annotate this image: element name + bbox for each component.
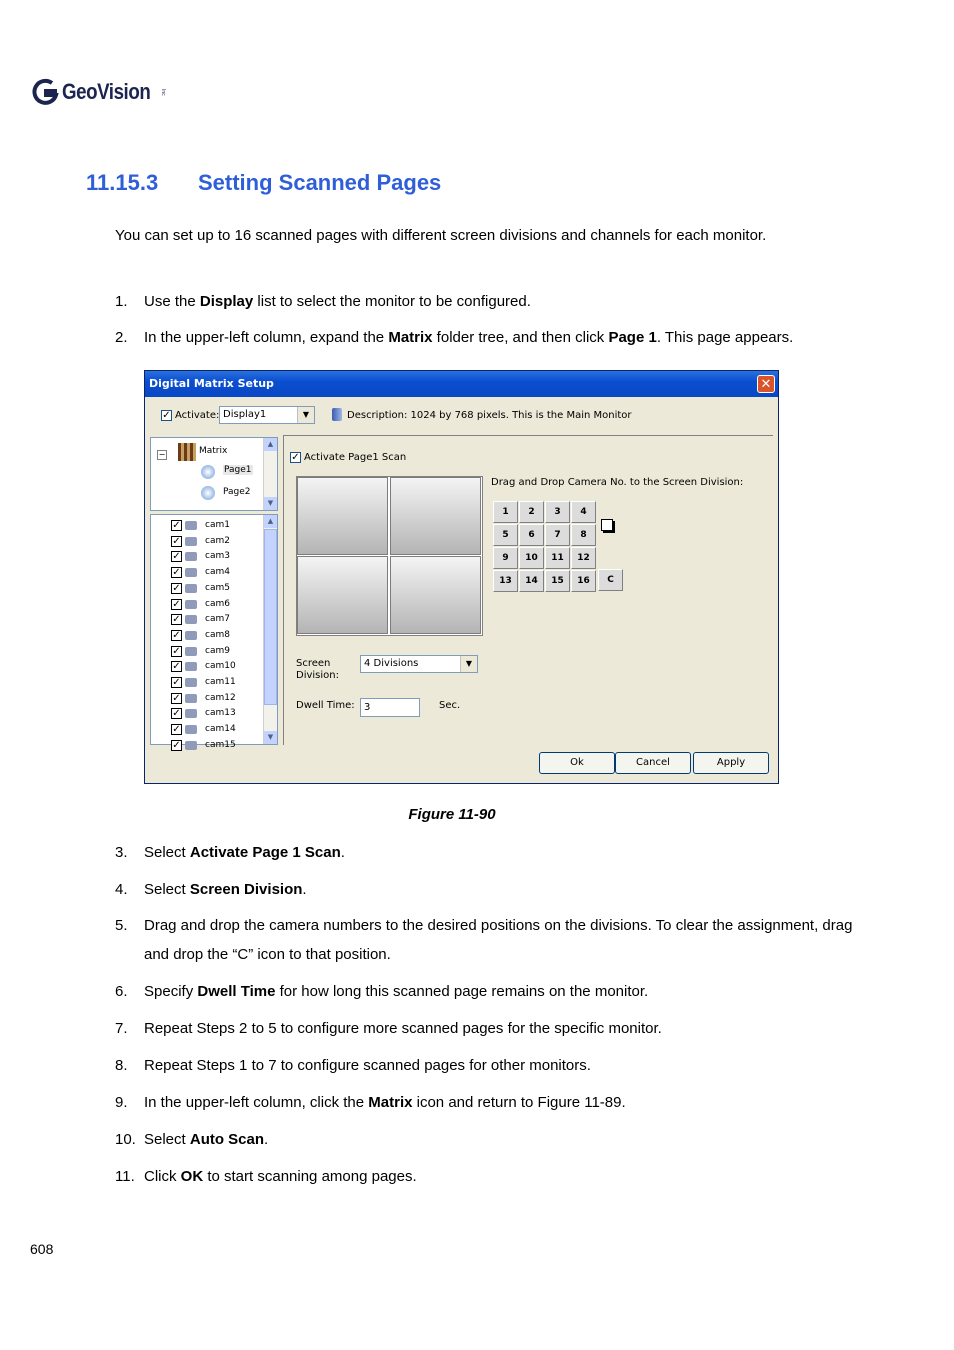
figure-caption: Figure 11-90: [408, 806, 496, 823]
camera-icon: [185, 678, 197, 687]
camera-checkbox[interactable]: ✓: [172, 661, 181, 673]
drag-drop-label: Drag and Drop Camera No. to the Screen Division:: [491, 477, 744, 488]
camera-icon: [185, 647, 197, 656]
intro-paragraph: You can set up to 16 scanned pages with different screen divisions and channels for each monitor.: [115, 227, 767, 244]
step-emphasis: Display: [199, 293, 254, 310]
camera-name: cam6: [205, 598, 230, 609]
camera-number-button[interactable]: 10: [519, 547, 544, 569]
camera-checkbox[interactable]: ✓: [172, 520, 181, 531]
section-title: [86, 170, 441, 196]
camera-checkbox[interactable]: ✓: [172, 739, 181, 751]
dialog-title: Digital Matrix Setup: [149, 377, 274, 390]
ok-button[interactable]: Ok: [539, 752, 615, 774]
step-number: 7.: [115, 1020, 128, 1037]
description-text: Description: 1024 by 768 pixels. This is the Main Monitor: [347, 410, 632, 421]
step-emphasis: Matrix: [388, 329, 433, 346]
step-text-run: Select: [144, 844, 190, 861]
camera-number-button[interactable]: 2: [519, 501, 544, 523]
dwell-unit: Sec.: [439, 700, 461, 711]
scroll-up-icon[interactable]: ▲: [264, 515, 277, 528]
digital-matrix-setup-dialog: [144, 370, 779, 784]
step-text-run: to start scanning among pages.: [203, 1168, 417, 1185]
step-text: [144, 1088, 854, 1117]
step-emphasis: Dwell Time: [197, 983, 276, 1000]
camera-name: cam14: [205, 724, 236, 735]
geovision-logo-mark-icon: [30, 77, 60, 107]
camera-icon: [185, 725, 197, 734]
page-icon: [201, 486, 215, 500]
camera-list-scrollbar[interactable]: [263, 515, 277, 744]
camera-number-button[interactable]: 11: [545, 547, 570, 569]
camera-name: cam8: [205, 629, 230, 640]
division-cell[interactable]: [390, 477, 481, 555]
apply-button[interactable]: Apply: [693, 752, 769, 774]
clear-button[interactable]: C: [598, 569, 623, 591]
cancel-button[interactable]: Cancel: [615, 752, 691, 774]
step-emphasis: Screen Division: [189, 881, 303, 898]
step-emphasis: Auto Scan: [189, 1131, 265, 1148]
camera-icon: [185, 600, 197, 609]
step-text-run: Drag and drop the camera numbers to the desired positions on the divisions. To clear the assignment, drag and drop the “C” icon to that position.: [144, 917, 853, 963]
step-number: 10.: [115, 1131, 136, 1148]
screen-division-label-1: Screen: [296, 658, 331, 669]
camera-checkbox[interactable]: ✓: [172, 692, 181, 704]
step-number: 1.: [115, 293, 128, 310]
scroll-up-icon[interactable]: ▲: [264, 438, 277, 451]
geovision-logo: [30, 74, 166, 110]
camera-name: cam15: [205, 739, 236, 750]
step-emphasis: OK: [180, 1168, 204, 1185]
tree-page-1[interactable]: Page1: [224, 465, 252, 475]
dialog-title-bar: [145, 371, 778, 397]
monitor-icon: [332, 408, 342, 421]
dwell-time-input[interactable]: [360, 698, 420, 717]
step-number: 11.: [115, 1168, 135, 1185]
camera-number-button[interactable]: 5: [493, 524, 518, 546]
camera-icon: [185, 521, 197, 530]
step-text-run: Select: [144, 1131, 190, 1148]
step-text: [144, 875, 854, 904]
camera-name: cam13: [205, 708, 236, 719]
matrix-icon[interactable]: [178, 443, 196, 461]
camera-icon: [185, 709, 197, 718]
camera-icon: [185, 694, 197, 703]
camera-number-button[interactable]: 1: [493, 501, 518, 523]
tree-page-2[interactable]: Page2: [223, 487, 251, 497]
step-text-run: Click: [144, 1168, 181, 1185]
step-text-run: folder tree, and then click: [432, 329, 609, 346]
step-emphasis: Page 1: [608, 329, 657, 346]
step-number: 6.: [115, 983, 128, 1000]
step-number: 5.: [115, 917, 128, 934]
close-icon[interactable]: ✕: [757, 375, 775, 393]
camera-name: cam9: [205, 645, 230, 656]
camera-icon: [185, 552, 197, 561]
camera-name: cam3: [205, 551, 230, 562]
step-emphasis: Matrix: [368, 1094, 413, 1111]
camera-checkbox[interactable]: ✓: [172, 677, 181, 688]
scroll-thumb[interactable]: [264, 529, 277, 705]
camera-name: cam11: [205, 677, 236, 687]
camera-name: cam2: [205, 535, 230, 546]
camera-number-button[interactable]: 9: [493, 547, 518, 569]
tree-root-label[interactable]: Matrix: [199, 446, 228, 456]
camera-checkbox[interactable]: ✓: [172, 551, 181, 563]
division-cell[interactable]: [297, 556, 388, 634]
step-text: [144, 911, 854, 969]
camera-number-button[interactable]: 8: [571, 524, 596, 546]
camera-name: cam1: [205, 520, 230, 530]
step-number: 2.: [115, 329, 128, 346]
camera-list: [150, 514, 278, 751]
step-text: [144, 1125, 854, 1154]
step-text: [144, 1014, 854, 1043]
logo-tm: Inc: [159, 88, 166, 96]
step-number: 9.: [115, 1094, 128, 1111]
step-text-run: Repeat Steps 1 to 7 to configure scanned pages for other monitors.: [144, 1057, 591, 1074]
activate-scan-checkbox[interactable]: ✓: [291, 452, 300, 463]
screen-division-value: 4 Divisions: [364, 658, 419, 669]
step-text: [144, 287, 854, 316]
camera-number-button[interactable]: 16: [571, 570, 596, 592]
camera-number-button[interactable]: 3: [545, 501, 570, 523]
logo-text: GeoVision: [62, 79, 151, 104]
step-text-run: . This page appears.: [656, 329, 794, 346]
camera-icon: [185, 631, 197, 640]
camera-name: cam7: [205, 614, 230, 625]
step-text-run: .: [340, 844, 345, 861]
page-icon: [201, 465, 215, 479]
camera-checkbox[interactable]: ✓: [172, 708, 181, 720]
step-text: [144, 1162, 854, 1191]
chevron-down-icon: ▼: [460, 656, 477, 672]
activate-checkbox[interactable]: ✓: [162, 410, 171, 421]
camera-name: cam12: [205, 692, 236, 703]
section-title-text: Setting Scanned Pages: [198, 170, 442, 195]
camera-number-button[interactable]: 7: [545, 524, 570, 546]
step-text-run: .: [264, 1131, 269, 1148]
step-text-run: In the upper-left column, click the: [144, 1094, 369, 1111]
camera-checkbox[interactable]: ✓: [172, 614, 181, 626]
division-cell[interactable]: [297, 477, 388, 555]
camera-checkbox[interactable]: ✓: [172, 645, 181, 657]
step-text-run: list to select the monitor to be configured.: [253, 293, 531, 310]
step-emphasis: Activate Page 1 Scan: [189, 844, 341, 861]
screen-division-preview: [296, 476, 483, 636]
activate-label: Activate:: [175, 410, 220, 421]
camera-number-button[interactable]: 12: [571, 547, 596, 569]
page-number: 608: [30, 1241, 54, 1257]
step-text: [144, 323, 854, 352]
step-text: [144, 838, 854, 867]
step-text-run: icon and return to Figure 11-89.: [412, 1094, 626, 1111]
camera-number-button[interactable]: 15: [545, 570, 570, 592]
camera-icon: [185, 568, 197, 577]
camera-icon: [185, 537, 197, 546]
camera-checkbox[interactable]: ✓: [172, 598, 181, 610]
camera-name: cam10: [205, 661, 236, 672]
step-text: [144, 977, 854, 1006]
activate-scan-label: Activate Page1 Scan: [304, 452, 407, 463]
camera-icon: [185, 615, 197, 624]
screen-division-label-2: Division:: [296, 670, 339, 681]
step-text-run: In the upper-left column, expand the: [144, 329, 389, 346]
step-text-run: Use the: [144, 293, 200, 310]
tree-scrollbar[interactable]: [263, 438, 277, 510]
matrix-tree: [150, 437, 278, 511]
camera-icon: [185, 741, 197, 750]
display-select[interactable]: [219, 406, 315, 424]
collapse-icon[interactable]: −: [158, 450, 166, 459]
screen-division-select[interactable]: [360, 655, 478, 673]
division-cell[interactable]: [390, 556, 481, 634]
camera-name: cam4: [205, 567, 230, 578]
camera-icon: [185, 584, 197, 593]
camera-checkbox[interactable]: ✓: [172, 629, 181, 641]
display-select-value: Display1: [223, 409, 267, 420]
camera-name: cam5: [205, 582, 230, 593]
step-text-run: for how long this scanned page remains on the monitor.: [275, 983, 649, 1000]
step-text-run: Repeat Steps 2 to 5 to configure more scanned pages for the specific monitor.: [144, 1020, 662, 1037]
scroll-down-icon[interactable]: ▼: [264, 497, 277, 510]
camera-number-button[interactable]: 13: [493, 570, 518, 592]
step-text: [144, 1051, 854, 1080]
step-number: 8.: [115, 1057, 128, 1074]
camera-number-button[interactable]: 4: [571, 501, 596, 523]
step-number: 3.: [115, 844, 128, 861]
step-text-run: .: [302, 881, 307, 898]
camera-checkbox[interactable]: ✓: [172, 535, 181, 547]
step-number: 4.: [115, 881, 128, 898]
dwell-time-value: 3: [364, 702, 371, 713]
camera-icon: [185, 662, 197, 671]
camera-checkbox[interactable]: ✓: [172, 567, 181, 579]
toggle-box-icon[interactable]: [601, 519, 613, 531]
camera-checkbox[interactable]: ✓: [172, 582, 181, 594]
dwell-time-label: Dwell Time:: [296, 700, 355, 711]
chevron-down-icon: ▼: [297, 407, 314, 423]
camera-number-button[interactable]: 14: [519, 570, 544, 592]
camera-checkbox[interactable]: ✓: [172, 724, 181, 736]
scroll-down-icon[interactable]: ▼: [264, 731, 277, 744]
section-number: 11.15.3: [86, 170, 159, 195]
step-text-run: Select: [144, 881, 190, 898]
step-text-run: Specify: [144, 983, 198, 1000]
camera-number-button[interactable]: 6: [519, 524, 544, 546]
